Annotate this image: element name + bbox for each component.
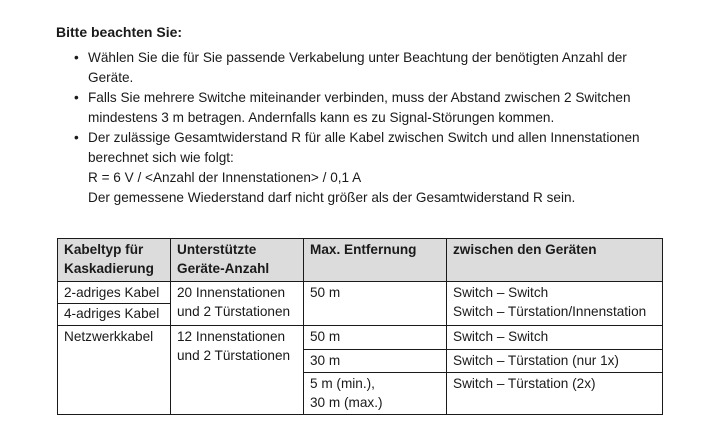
header-device-count: Unterstützte Geräte-Anzahl xyxy=(171,239,304,282)
cell-distance-row2: 30 m xyxy=(304,349,447,373)
resistance-formula: R = 6 V / <Anzahl der Innenstationen> / 0,1 A xyxy=(88,170,362,185)
table-row xyxy=(58,326,663,350)
cell-cable-4wire: 4-adriges Kabel xyxy=(58,303,171,326)
cell-between-row3: Switch – Türstation (2x) xyxy=(447,373,663,415)
cascading-table xyxy=(57,238,663,415)
table-header-row xyxy=(58,239,663,282)
cell-cable-2wire: 2-adriges Kabel xyxy=(58,282,171,304)
cell-devices-group1: 20 Innenstationen und 2 Türstationen xyxy=(171,282,304,326)
cell-cable-network: Netzwerkkabel xyxy=(58,326,171,415)
notice-heading: Bitte beachten Sie: xyxy=(56,24,183,40)
measured-resistance-note: Der gemessene Wiederstand darf nicht größer als der Gesamtwiderstand R sein. xyxy=(88,190,576,205)
bullet-cabling: • Wählen Sie die für Sie passende Verkabelung unter Beachtung der benötigten Anzahl der Geräte. xyxy=(74,48,674,88)
notice-list xyxy=(74,48,674,208)
header-max-distance: Max. Entfernung xyxy=(304,239,447,282)
header-cable-type: Kabeltyp für Kaskadierung xyxy=(58,239,171,282)
bullet-resistance: • Der zulässige Gesamtwiderstand R für alle Kabel zwischen Switch und allen Innenstationen berechnet sich wie folgt: xyxy=(74,128,674,168)
cell-devices-group2: 12 Innenstationen und 2 Türstationen xyxy=(171,326,304,415)
cell-between-group1: Switch – Switch Switch – Türstation/Innenstation xyxy=(447,282,663,326)
cell-distance-group1: 50 m xyxy=(304,282,447,326)
cell-between-row2: Switch – Türstation (nur 1x) xyxy=(447,349,663,373)
cell-distance-row3: 5 m (min.), 30 m (max.) xyxy=(304,373,447,415)
bullet-switch-distance: • Falls Sie mehrere Switche miteinander verbinden, muss der Abstand zwischen 2 Switchen mindestens 3 m betragen. Andernfalls kann es zu Signal-Störungen kommen. xyxy=(74,88,674,128)
cell-distance-row1: 50 m xyxy=(304,326,447,350)
table-row xyxy=(58,282,663,304)
header-between-devices: zwischen den Geräten xyxy=(447,239,663,282)
cell-between-row1: Switch – Switch xyxy=(447,326,663,350)
